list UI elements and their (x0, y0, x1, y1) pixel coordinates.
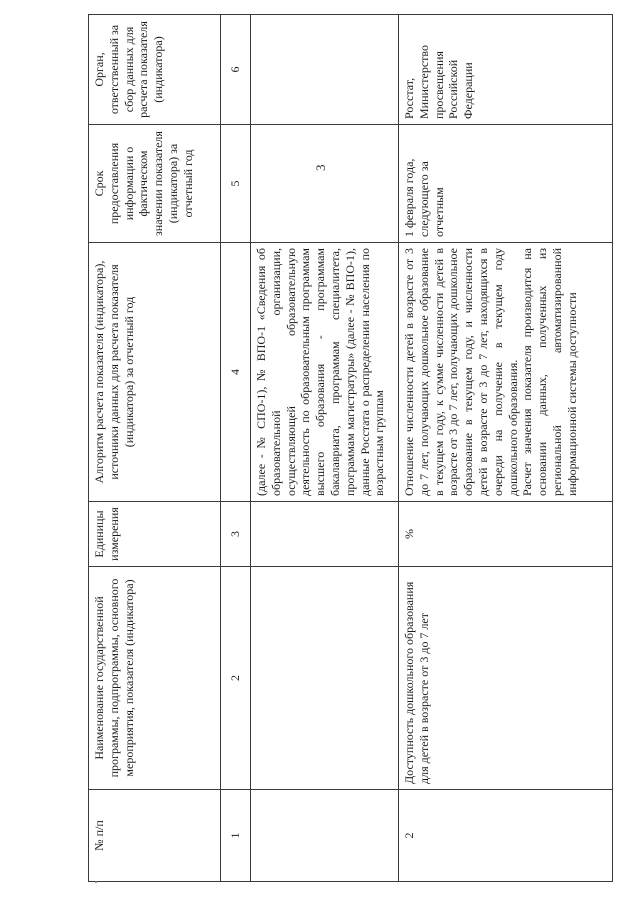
cell-responsible-agency: Росстат, Министерство просвещения Российской Федерации (399, 14, 613, 124)
empty-cell (251, 566, 399, 789)
scan-speck (95, 881, 97, 883)
empty-cell (251, 789, 399, 881)
header-indicator-name: Наименование государственной программы, подпрограммы, основного мероприятия, показателя (индикатора) (89, 566, 221, 789)
cell-indicator-name: Доступность дошкольного образования для детей в возрасте от 3 до 7 лет (399, 566, 613, 789)
header-calculation-algorithm: Алгоритм расчета показателя (индикатора), источники данных для расчета показателя (индикатора) за отчетный год (89, 242, 221, 501)
column-number: 4 (221, 242, 251, 501)
cell-unit: % (399, 501, 613, 566)
algorithm-paragraph: Расчет значения показателя производится на основании данных, полученных из региональной автоматизированной информационной системы доступности (520, 248, 579, 496)
cell-calculation-algorithm: (далее - № СПО-1), № ВПО-1 «Сведения об образовательной организации, осуществляющей образовательную деятельность по образовательным программам высшего образования - программам бакалавриата, программам специалитета, программам магистратуры» (далее - № ВПО-1), данные Росстата о распределении населения по возрастным группам (251, 242, 399, 501)
empty-cell (251, 124, 399, 242)
header-row-number: № п/п (89, 789, 221, 881)
header-reporting-deadline: Срок предоставления информации о фактическом значении показателя (индикатора) за отчетный год (89, 124, 221, 242)
cell-reporting-deadline: 1 февраля года, следующего за отчетным (399, 124, 613, 242)
column-number: 2 (221, 566, 251, 789)
column-number: 5 (221, 124, 251, 242)
empty-cell (251, 14, 399, 124)
page-number: 3 (313, 164, 328, 171)
rotated-table-sheet (88, 14, 613, 882)
empty-cell (251, 501, 399, 566)
column-number: 1 (221, 789, 251, 881)
cell-calculation-algorithm (399, 242, 613, 501)
column-number: 6 (221, 14, 251, 124)
indicator-table (88, 14, 613, 882)
cell-row-number: 2 (399, 789, 613, 881)
header-responsible-agency: Орган, ответственный за сбор данных для расчета показателя (индикатора) (89, 14, 221, 124)
algorithm-paragraph: Отношение численности детей в возрасте от 3 до 7 лет, получающих дошкольное образование в текущем году, к сумме численности детей в возрасте от 3 до 7 лет, получающих дошкольное образование в текущем году, и численности детей в возрасте от 3 до 7 лет, находящихся в очереди на получение в текущем году дошкольного образования. (402, 248, 520, 496)
header-unit: Единицы измерения (89, 501, 221, 566)
column-number: 3 (221, 501, 251, 566)
